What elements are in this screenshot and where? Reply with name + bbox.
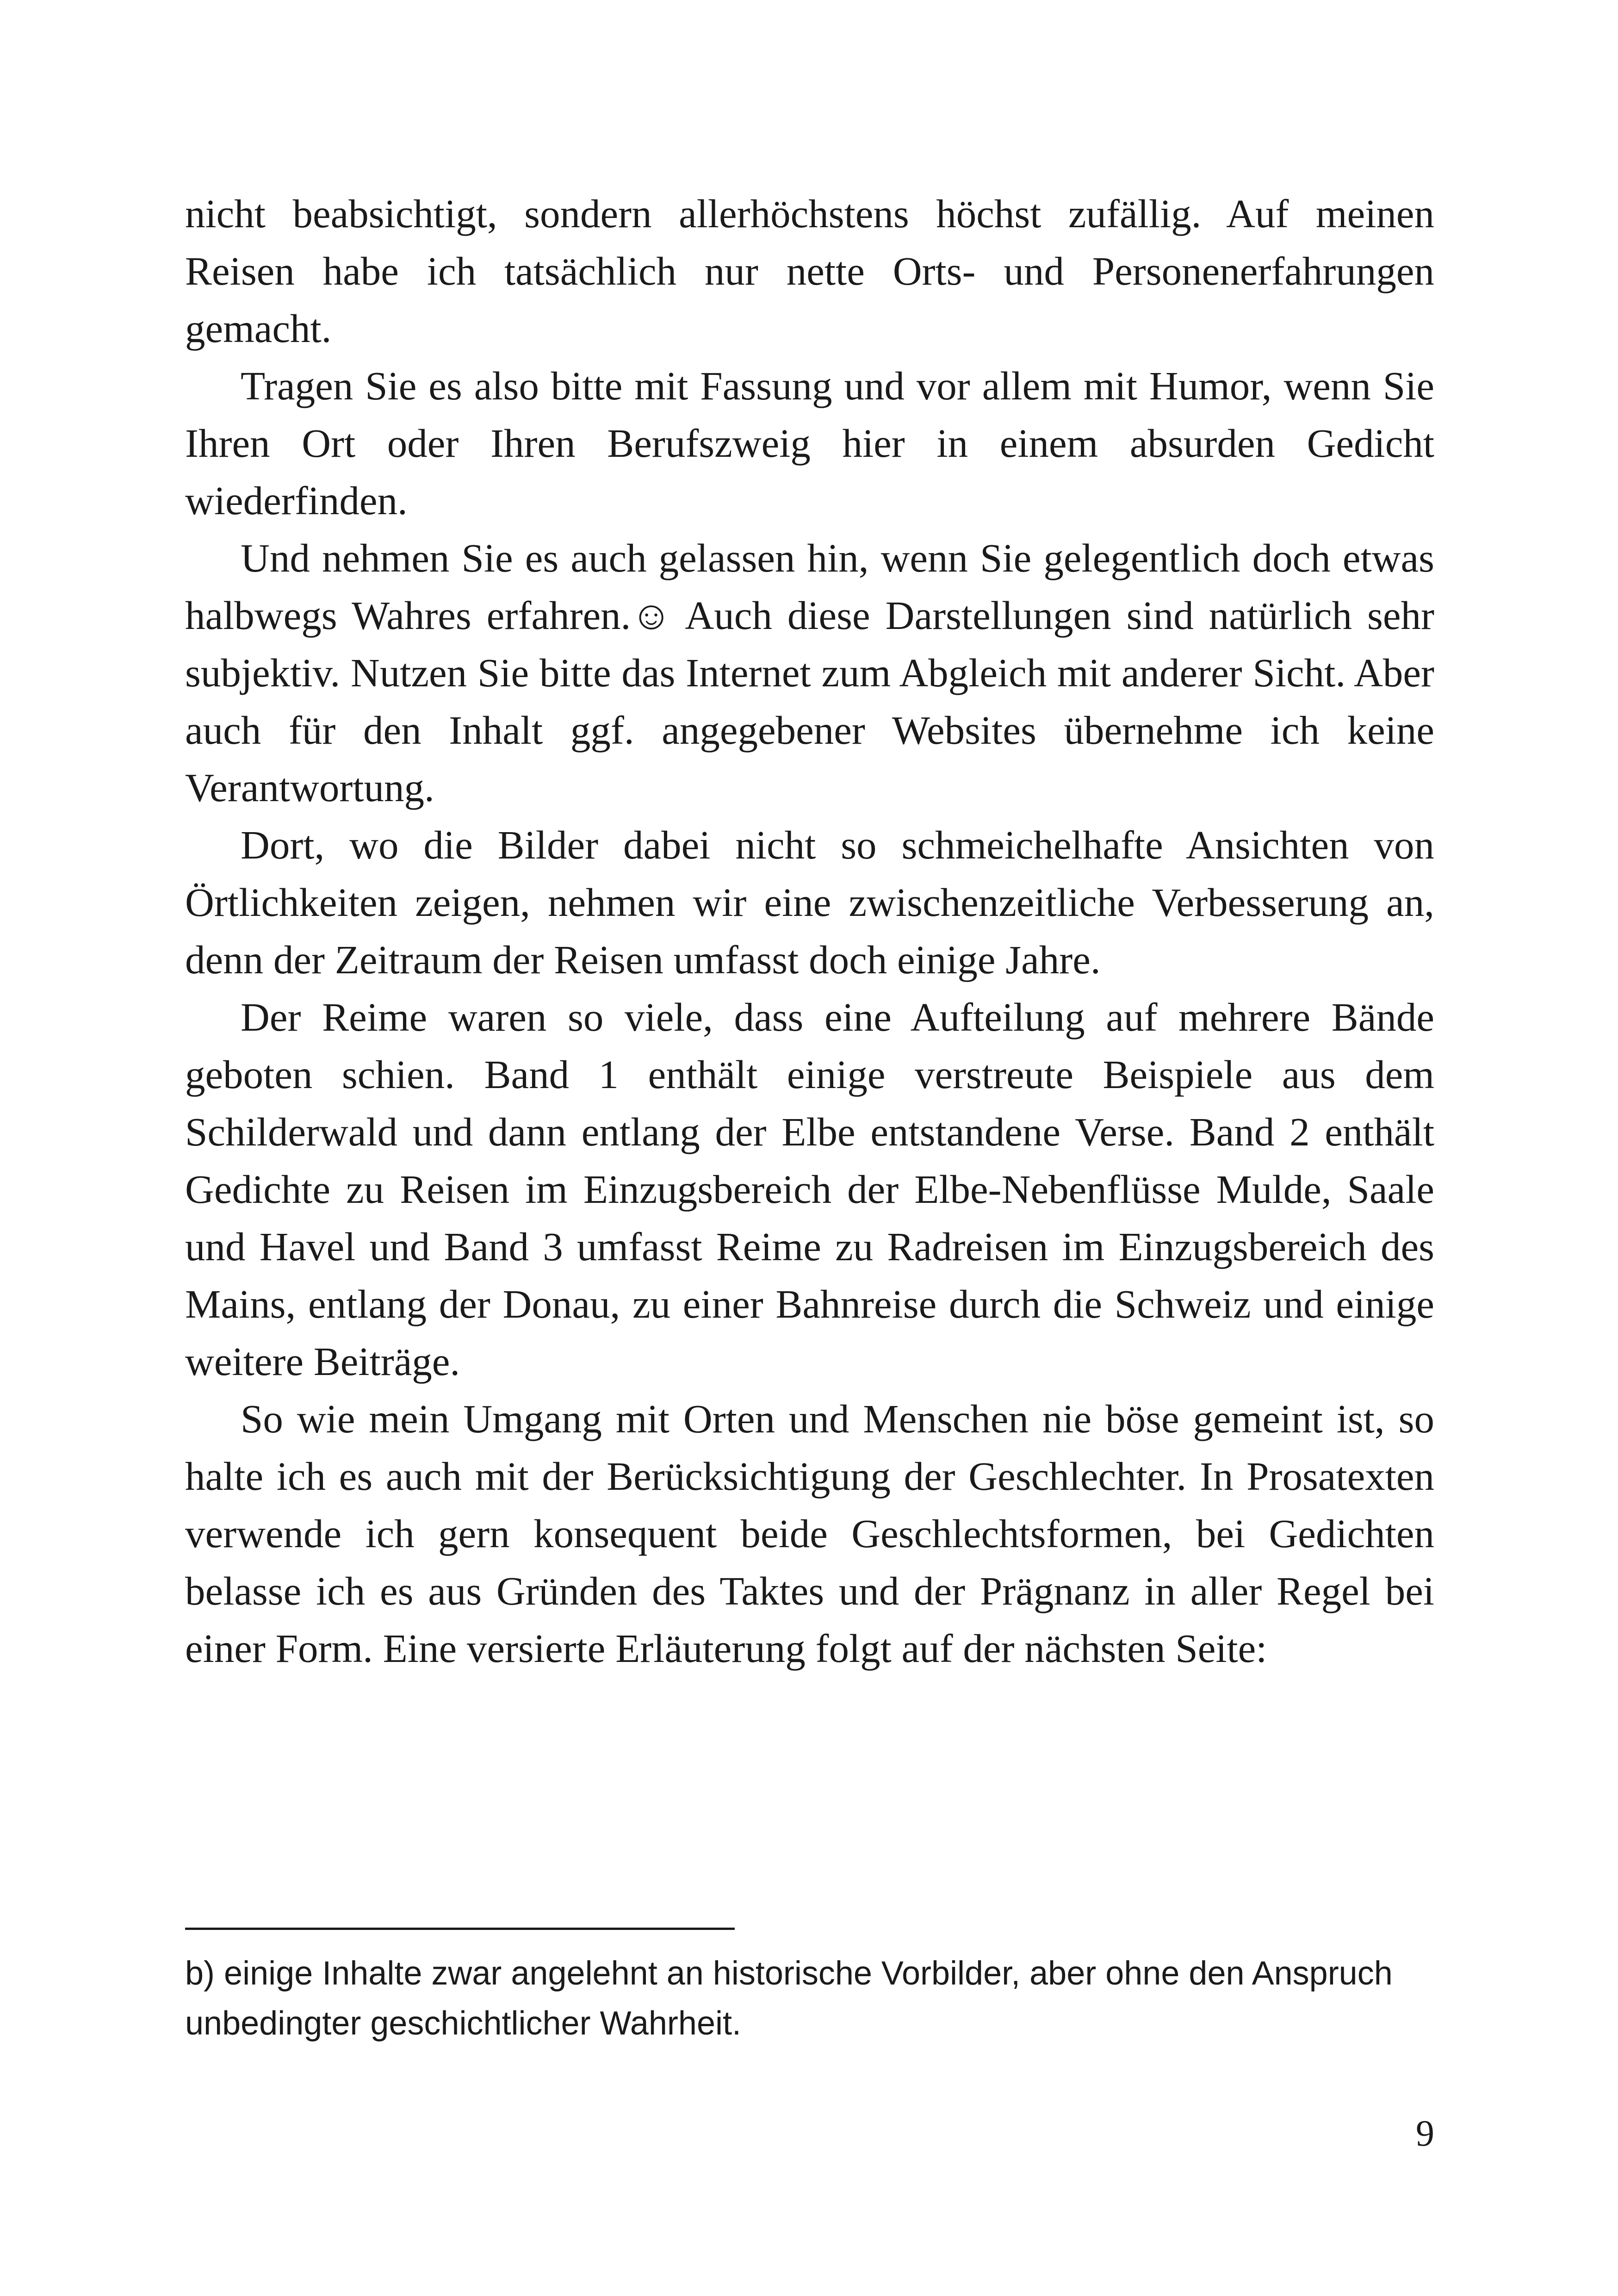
paragraph-1: nicht beabsichtigt, sondern allerhöchstens höchst zufällig. Auf meinen Reisen habe ich tatsächlich nur nette Orts- und Personenerfahrungen gemacht.: [185, 191, 1434, 351]
footnote-separator: [185, 1928, 735, 1930]
main-text: [185, 185, 1434, 1677]
paragraph-5: Der Reime waren so viele, dass eine Aufteilung auf mehrere Bände geboten schien. Band 1 enthält einige verstreute Beispiele aus dem Schilderwald und dann entlang der Elbe entstandene Verse. Band 2 enthält Gedichte zu Reisen im Einzugsbereich der Elbe-Nebenflüsse Mulde, Saale und Havel und Band 3 umfasst Reime zu Radreisen im Einzugsbereich des Mains, entlang der Donau, zu einer Bahnreise durch die Schweiz und einige weitere Beiträge.: [185, 995, 1434, 1384]
footnote-text: b) einige Inhalte zwar angelehnt an historische Vorbilder, aber ohne den Anspruch unbedingter geschichtlicher Wahrheit.: [185, 1955, 1393, 2042]
paragraph-2: Tragen Sie es also bitte mit Fassung und vor allem mit Humor, wenn Sie Ihren Ort oder Ihren Berufszweig hier in einem absurden Gedicht wiederfinden.: [185, 363, 1434, 523]
paragraph-6: So wie mein Umgang mit Orten und Menschen nie böse gemeint ist, so halte ich es auch mit der Berücksichtigung der Geschlechter. In Prosatexten verwende ich gern konsequent beide Geschlechtsformen, bei Gedichten belasse ich es aus Gründen des Taktes und der Prägnanz in aller Regel bei einer Form. Eine versierte Erläuterung folgt auf der nächsten Seite:: [185, 1396, 1434, 1671]
page-number: 9: [1416, 2113, 1434, 2154]
footnote: [185, 1948, 1434, 2048]
paragraph-3: Und nehmen Sie es auch gelassen hin, wenn Sie gelegentlich doch etwas halbwegs Wahres erfahren.☺ Auch diese Darstellungen sind natürlich sehr subjektiv. Nutzen Sie bitte das Internet zum Abgleich mit anderer Sicht. Aber auch für den Inhalt ggf. angegebener Websites übernehme ich keine Verantwortung.: [185, 535, 1434, 810]
paragraph-4: Dort, wo die Bilder dabei nicht so schmeichelhafte Ansichten von Örtlichkeiten zeigen, nehmen wir eine zwischenzeitliche Verbesserung an, denn der Zeitraum der Reisen umfasst doch einige Jahre.: [185, 822, 1434, 982]
